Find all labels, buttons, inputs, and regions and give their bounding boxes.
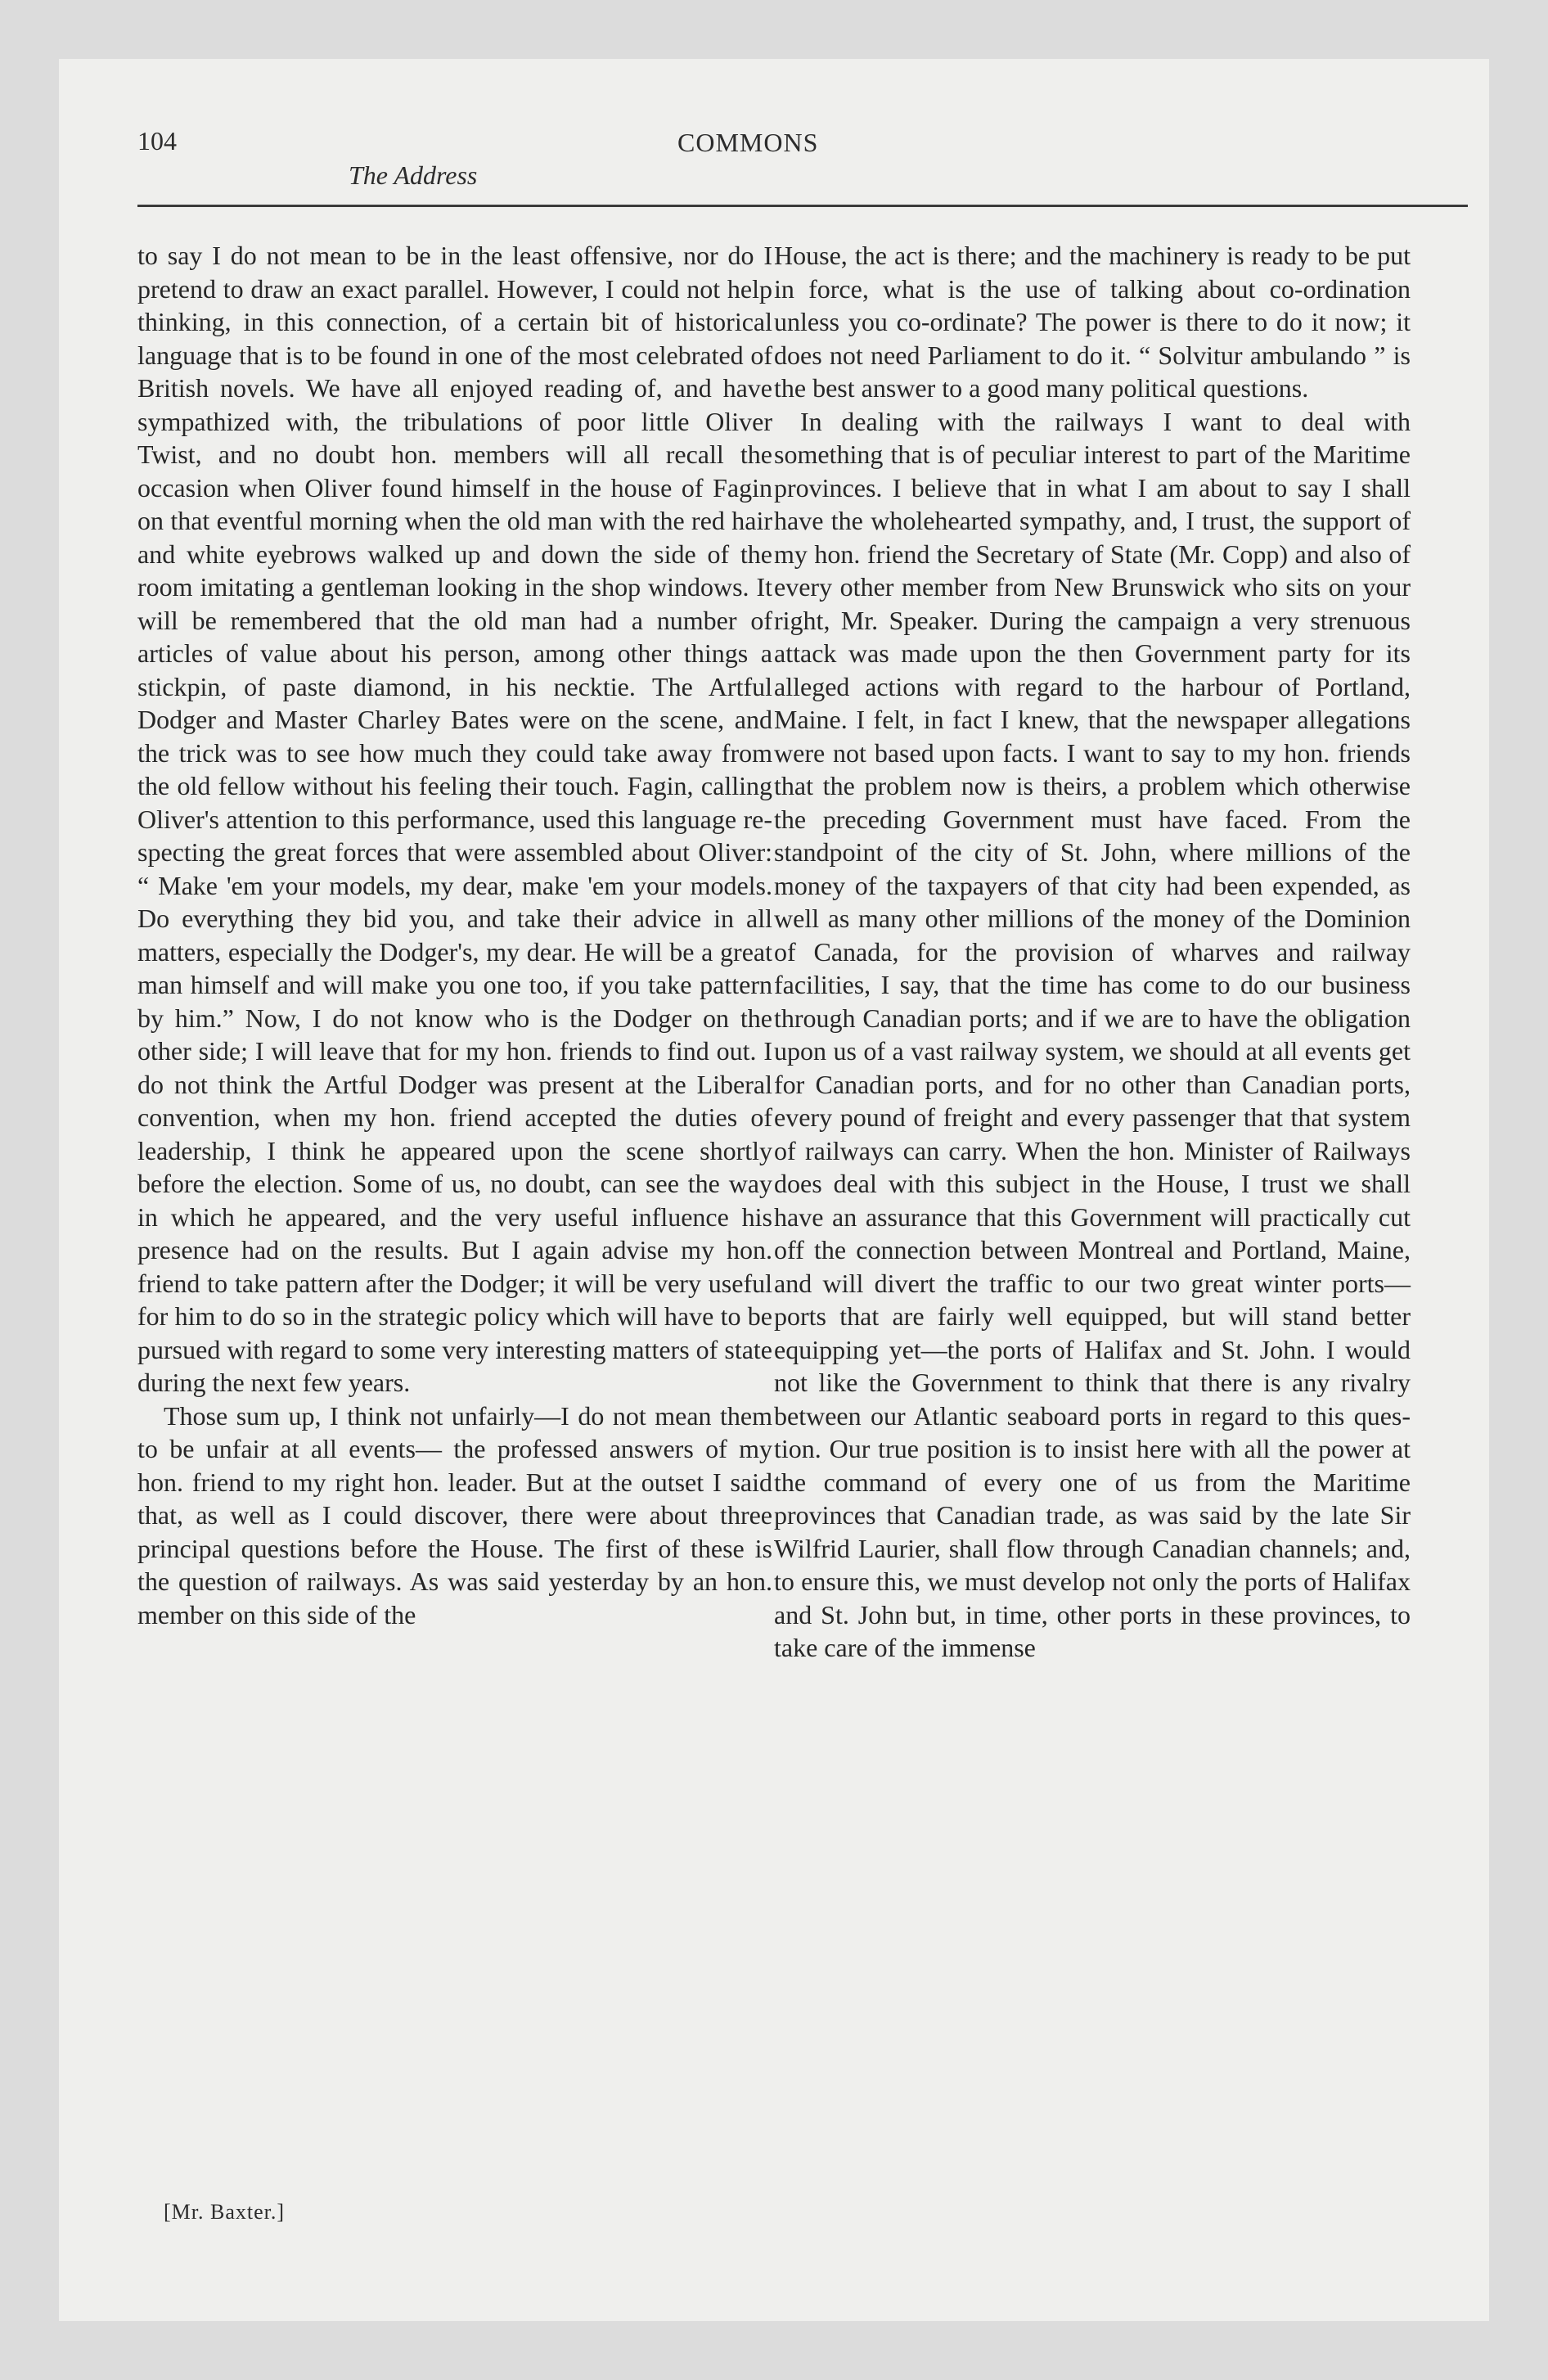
running-title: COMMONS bbox=[677, 128, 819, 157]
page-header bbox=[79, 59, 1409, 190]
right-paragraph-2: In dealing with the railways I want to deal with something that is of peculiar interest to part of the Maritime provinces. I believe that in what I am about to say I shall have the wholehearted sympathy, and, I trust, the support of my hon. friend the Secretary of State (Mr. Copp) and also of every other member from New Brunswick who sits on your right, Mr. Speaker. During the campaign a very strenuous attack was made upon the then Government party for its alleged actions with regard to the harbour of Portland, Maine. I felt, in fact I knew, that the newspaper allegations were not based upon facts. I want to say to my hon. friends that the problem now is theirs, a problem which otherwise the preceding Government must have faced. From the standpoint of the city of St. John, where millions of the money of the taxpayers of that city had been expended, as well as many other millions of the money of the Dominion of Canada, for the provision of wharves and railway facilities, I say, that the time has come to do our business through Canadian ports; and if we are to have the obligation upon us of a vast railway system, we should at all events get for Canadian ports, and for no other than Canadian ports, every pound of freight and every passenger that that system of railways can carry. When the hon. Minister of Railways does deal with this subject in the House, I trust we shall have an assurance that this Government will practically cut off the connection between Montreal and Portland, Maine, and will divert the traffic to our two great winter ports—ports that are fairly well equipped, but will stand better equipping yet—the ports of Halifax and St. John. I would not like the Government to think that there is any rivalry between our Atlantic seaboard ports in regard to this question. Our true position is to insist here with all the power at the command of every one of us from the Maritime provinces that Canadian trade, as was said by the late Sir Wilfrid Laurier, shall flow through Canadian channels; and, to ensure this, we must develop not only the ports of Halifax and St. John but, in time, other ports in these provinces, to take care of the immense bbox=[774, 406, 1411, 1662]
speaker-note: [Mr. Baxter.] bbox=[164, 2200, 286, 2224]
right-column bbox=[774, 239, 1411, 1665]
page-number: 104 bbox=[137, 126, 177, 156]
left-paragraph-2: Those sum up, I think not unfairly—I do not mean them to be unfair at all events— the professed answers of my hon. friend to my right hon. leader. But at the outset I said that, as well as I could discover, there were about three principal questions before the House. The first of these is the question of railways. As was said yesterday by an hon. member on this side of the bbox=[137, 1400, 772, 1629]
document-page bbox=[79, 59, 1411, 2224]
right-paragraph-1: House, the act is there; and the machinery is ready to be put in force, what is the use of talking about co-ordination unless you co-ordinate? The power is there to do it now; it does not need Parliament to do it. “ Solvitur ambulando ” is the best answer to a good many political questions. bbox=[774, 241, 1411, 403]
header-rule bbox=[137, 205, 1468, 207]
section-title: The Address bbox=[349, 160, 478, 190]
left-column bbox=[137, 239, 772, 1631]
left-paragraph-1: to say I do not mean to be in the least offensive, nor do I pretend to draw an exact parallel. However, I could not help thinking, in this connection, of a certain bit of historical language that is to be found in one of the most celebrated of British novels. We have all enjoyed reading of, and have sympathized with, the tribulations of poor little Oliver Twist, and no doubt hon. members will all recall the occasion when Oliver found himself in the house of Fagin on that eventful morning when the old man with the red hair and white eyebrows walked up and down the side of the room imitating a gentleman looking in the shop windows. It will be remembered that the old man had a number of articles of value about his person, among other things a stickpin, of paste diamond, in his necktie. The Artful Dodger and Master Charley Bates were on the scene, and the trick was to see how much they could take away from the old fellow without his feeling their touch. Fagin, calling Oliver's attention to this performance, used this language respecting the great forces that were assembled about Oliver: “ Make 'em your models, my dear, make 'em your models. Do everything they bid you, and take their advice in all matters, especially the Dodger's, my dear. He will be a great man himself and will make you one too, if you take pattern by him.” Now, I do not know who is the Dodger on the other side; I will leave that for my hon. friends to find out. I do not think the Artful Dodger was present at the Liberal convention, when my hon. friend accepted the duties of leadership, I think he appeared upon the scene shortly before the election. Some of us, no doubt, can see the way in which he appeared, and the very useful influence his presence had on the results. But I again advise my hon. friend to take pattern after the Dodger; it will be very useful for him to do so in the strategic policy which will have to be pursued with regard to some very interesting matters of state during the next few years. bbox=[137, 241, 772, 1397]
